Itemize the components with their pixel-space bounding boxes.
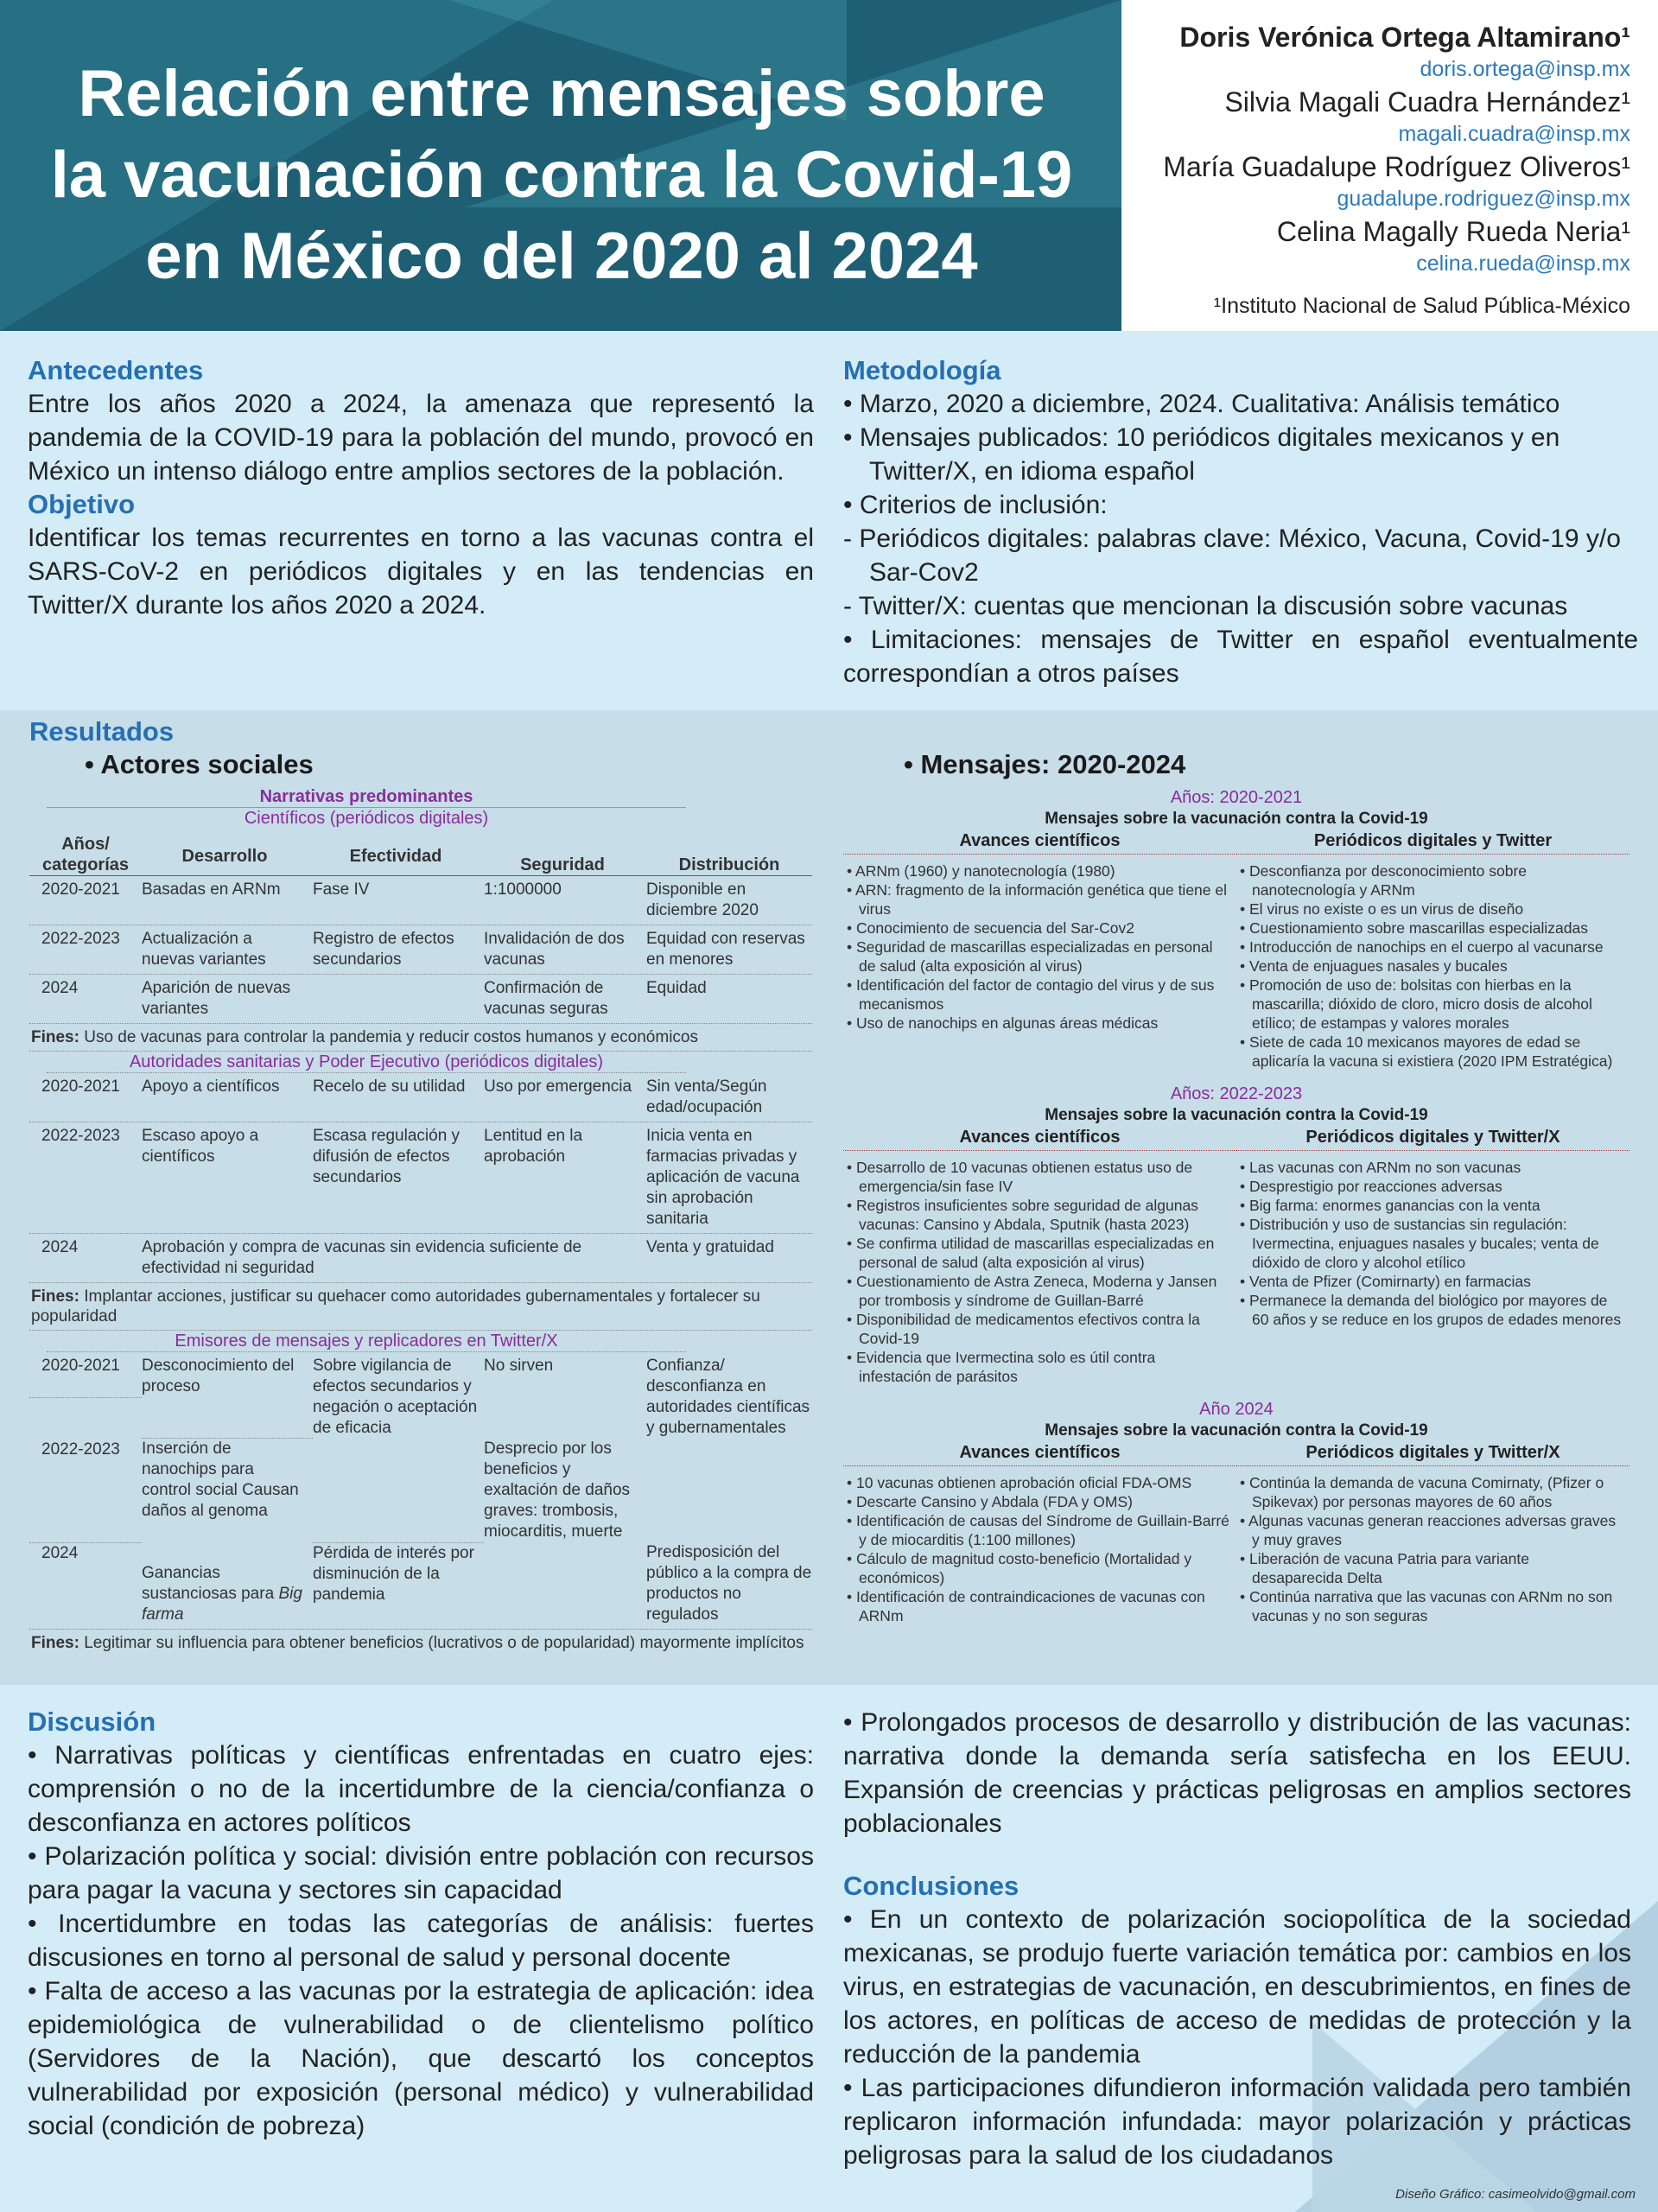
metodologia-item: - Twitter/X: cuentas que mencionan la discusión sobre vacunas [843, 592, 1568, 620]
list-item: • Promoción de uso de: bolsitas con hierbas en la mascarilla; dióxido de cloro, micro dosis de alcohol etílico; de estampas y valores morales [1240, 976, 1623, 1033]
big-farma-text: Big farma [142, 1585, 302, 1624]
list-item: • Identificación de causas del Síndrome de Guillain-Barré y de miocarditis (1:100 millones) [847, 1511, 1229, 1549]
metodologia-item: • Criterios de inclusión: [843, 491, 1108, 519]
list-item: • ARNm (1960) y nanotecnología (1980) [847, 861, 1229, 880]
discusion-item: • Narrativas políticas y científicas enfrentadas en cuatro ejes: comprensión o no de la incertidumbre de la ciencia/confianza o desconfianza en actores políticos [28, 1741, 814, 1837]
fines-label: Fines: [31, 1028, 79, 1046]
header-cell: Efectividad [349, 847, 442, 866]
author-name: Doris Verónica Ortega Altamirano¹ [1179, 22, 1630, 53]
message-columns [843, 1466, 1629, 1625]
list-item: • Seguridad de mascarillas especializadas en personal de salud (alta exposición al virus) [847, 938, 1229, 976]
author-list [1112, 19, 1630, 320]
list-item: • Big farma: enormes ganancias con la venta [1240, 1196, 1623, 1215]
header-cell: Distribución [678, 855, 780, 874]
table-row [29, 1397, 812, 1542]
author-name: Silvia Magali Cuadra Hernández¹ [1224, 86, 1630, 118]
author-email[interactable]: guadalupe.rodriguez@insp.mx [1337, 187, 1630, 211]
cell: No sirven [484, 1357, 554, 1375]
cell: Basadas en ARNm [142, 880, 281, 899]
cell: Actualización a nuevas variantes [142, 930, 266, 969]
list-item: • Desconfianza por desconocimiento sobre nanotecnología y ARNm [1240, 861, 1623, 899]
discusion-item: • Falta de acceso a las vacunas por la estrategia de aplicación: idea epidemiológica de vulnerabilidad o de clientelismo político (Servidores de la Nación), que descartó los conceptos vulnerabilidad por exposición (personal médico) y vulnerabilidad social (condición de pobreza) [28, 1977, 814, 2140]
cell: Fase IV [313, 880, 370, 899]
list-item: • Cuestionamiento sobre mascarillas especializadas [1240, 918, 1623, 938]
cell: 1:1000000 [484, 880, 562, 899]
cell [313, 1397, 484, 1542]
metodologia-item: - Periódicos digitales: palabras clave: México, Vacuna, Covid-19 y/o Sar-Cov2 [843, 524, 1621, 587]
mensajes-panel [843, 786, 1629, 1625]
cell: Aprobación y compra de vacunas sin evidencia suficiente de efectividad ni seguridad [142, 1238, 582, 1277]
cell: 2020-2021 [41, 880, 120, 899]
cell: Ganancias sustanciosas para [142, 1564, 275, 1603]
table-row [29, 1542, 812, 1630]
metodologia-section [843, 354, 1638, 690]
header-cell: Seguridad [520, 855, 605, 874]
header-cell: Años/ categorías [41, 835, 130, 874]
group-title: Emisores de mensajes y replicadores en Twitter/X [47, 1331, 686, 1352]
design-credit: Diseño Gráfico: casimeolvido@gmail.com [1395, 2187, 1636, 2202]
left-column-header: Avances científicos [843, 1441, 1236, 1466]
cell: Pérdida de interés por disminución de la pandemia [313, 1542, 484, 1625]
antecedentes-heading: Antecedentes [28, 355, 204, 385]
cell: Escaso apoyo a científicos [142, 1127, 259, 1166]
cell: Registro de efectos secundarios [313, 930, 454, 969]
header [0, 0, 1658, 331]
list-item: • Cálculo de magnitud costo-beneficio (Mortalidad y económicos) [847, 1549, 1229, 1587]
author-name: María Guadalupe Rodríguez Oliveros¹ [1163, 151, 1630, 182]
cell: Equidad con reservas en menores [646, 930, 805, 969]
mensajes-heading: • Mensajes: 2020-2024 [904, 749, 1186, 779]
column-headers [843, 1126, 1629, 1151]
metodologia-item: • Mensajes publicados: 10 periódicos digitales mexicanos y en Twitter/X, en idioma español [843, 423, 1560, 486]
cell: Sin venta/Según edad/ocupación [646, 1077, 767, 1116]
header-cell: Desarrollo [181, 847, 268, 866]
cell: Desconocimiento del proceso [142, 1356, 313, 1439]
cell: 2022-2023 [41, 930, 120, 948]
cell: Apoyo a científicos [142, 1077, 280, 1096]
cell: Aparición de nuevas variantes [142, 979, 291, 1018]
cell: 2022-2023 [29, 1397, 142, 1542]
discusion-item: • Polarización política y social: división entre población con recursos para pagar la vacuna y sectores sin capacidad [28, 1842, 814, 1904]
cell: Invalidación de dos vacunas [484, 930, 625, 969]
cell: Predisposición del público a la compra de productos no regulados [646, 1543, 812, 1624]
list-item: • Liberación de vacuna Patria para variante desaparecida Delta [1240, 1549, 1623, 1587]
cell: 2024 [41, 1238, 79, 1256]
block-title: Mensajes sobre la vacunación contra la Covid-19 [1045, 1421, 1428, 1440]
cell: Venta y gratuidad [646, 1238, 774, 1256]
left-column-header: Avances científicos [843, 1126, 1236, 1151]
intro-left-column [28, 354, 814, 622]
list-item: • Identificación del factor de contagio del virus y de sus mecanismos [847, 976, 1229, 1014]
right-column-header: Periódicos digitales y Twitter/X [1236, 1126, 1629, 1151]
discusion-heading: Discusión [28, 1707, 156, 1737]
cell: Disponible en diciembre 2020 [646, 880, 759, 919]
list-item: • Cuestionamiento de Astra Zeneca, Moderna y Jansen por trombosis y síndrome de Guillan-Barré [847, 1272, 1229, 1310]
metodologia-heading: Metodología [843, 355, 1001, 385]
table-row [29, 876, 812, 925]
cell: Lentitud en la aprobación [484, 1127, 583, 1166]
column-headers [843, 830, 1629, 855]
cell: 2020-2021 [41, 1357, 120, 1375]
list-item: • Permanece la demanda del biológico por mayores de 60 años y se reduce en los grupos de edades menores [1240, 1291, 1623, 1329]
table-row [29, 925, 812, 975]
fines-row [29, 1024, 812, 1052]
list-item: • Descarte Cansino y Abdala (FDA y OMS) [847, 1492, 1229, 1511]
cell: Uso por emergencia [484, 1077, 632, 1096]
table-row [29, 1234, 812, 1283]
list-item: • 10 vacunas obtienen aprobación oficial FDA-OMS [847, 1473, 1229, 1492]
cell: Confianza/ desconfianza en autoridades científicas y gubernamentales [646, 1357, 810, 1437]
title-line-2: la vacunación contra la Covid-19 [50, 138, 1073, 212]
cell: 2024 [41, 979, 79, 997]
table-row [29, 1122, 812, 1234]
list-item: • Distribución y uso de sustancias sin regulación: Ivermectina, enjuagues nasales y bucales; venta de dióxido de cloro y alcohol etílico [1240, 1215, 1623, 1272]
list-item: • Registros insuficientes sobre seguridad de algunas vacunas: Cansino y Abdala, Sputnik (hasta 2023) [847, 1196, 1229, 1234]
table-header-row [29, 834, 812, 876]
cell: Inserción de nanochips para control social Causan daños al genoma [142, 1440, 299, 1520]
institution: ¹Instituto Nacional de Salud Pública-México [1213, 294, 1630, 318]
list-item: • Continúa narrativa que las vacunas con ARNm no son vacunas y no son seguras [1240, 1587, 1623, 1625]
conclusiones-item: • En un contexto de polarización sociopolítica de la sociedad mexicanas, se produjo fuerte variación temática por: cambios en los virus, en estrategias de vacunación, en descubrimientos, en fines de los actores, en políticas de acceso de medidas de protección y la reducción de la pandemia [843, 1905, 1631, 2069]
author-name: Celina Magally Rueda Neria¹ [1276, 216, 1630, 247]
discusion-section [28, 1706, 814, 2143]
list-item: • Identificación de contraindicaciones de vacunas con ARNm [847, 1587, 1229, 1625]
cell [646, 1397, 812, 1542]
year-label: Años: 2022-2023 [1170, 1084, 1303, 1103]
title-line-3: en México del 2020 al 2024 [145, 219, 978, 293]
objetivo-heading: Objetivo [28, 489, 136, 519]
list-item: • Algunas vacunas generan reacciones adversas graves y muy graves [1240, 1511, 1623, 1549]
cell: Recelo de su utilidad [313, 1077, 466, 1096]
cell: Desprecio por los beneficios y exaltación de daños graves: trombosis, miocarditis, muerte [484, 1440, 631, 1541]
resultados-heading: Resultados [29, 716, 175, 747]
title-banner [0, 0, 1121, 331]
title-line-1: Relación entre mensajes sobre [78, 57, 1045, 130]
antecedentes-text: Entre los años 2020 a 2024, la amenaza que representó la pandemia de la COVID-19 para la población del mundo, provocó en México un intenso diálogo entre amplios sectores de la población. [28, 390, 814, 486]
right-column-header: Periódicos digitales y Twitter/X [1236, 1441, 1629, 1466]
left-column-header: Avances científicos [843, 830, 1236, 855]
fines-label: Fines: [31, 1287, 79, 1306]
block-title: Mensajes sobre la vacunación contra la Covid-19 [1045, 1106, 1428, 1124]
list-item: • Las vacunas con ARNm no son vacunas [1240, 1158, 1623, 1177]
fines-text: Implantar acciones, justificar su quehacer como autoridades gubernamentales y fortalecer su popularidad [31, 1287, 760, 1325]
list-item: • Evidencia que Ivermectina solo es útil contra infestación de parásitos [847, 1348, 1229, 1386]
cell: Equidad [646, 979, 707, 997]
right-column-header: Periódicos digitales y Twitter [1236, 830, 1629, 855]
narrativas-label: Narrativas predominantes [47, 786, 686, 808]
message-columns [843, 855, 1629, 1071]
conclusiones-heading: Conclusiones [843, 1871, 1020, 1901]
cell [484, 1542, 646, 1625]
cell: Escasa regulación y difusión de efectos secundarios [313, 1127, 461, 1186]
metodologia-item: • Limitaciones: mensajes de Twitter en español eventualmente correspondían a otros países [843, 626, 1638, 688]
fines-label: Fines: [31, 1634, 79, 1652]
message-columns [843, 1151, 1629, 1386]
list-item: • ARN: fragmento de la información genética que tiene el virus [847, 880, 1229, 918]
list-item: • Desprestigio por reacciones adversas [1240, 1177, 1623, 1196]
resultados-section [0, 710, 1658, 1685]
fines-row [29, 1630, 812, 1656]
cell: Inicia venta en farmacias privadas y aplicación de vacuna sin aprobación sanitaria [646, 1127, 800, 1228]
fines-row [29, 1283, 812, 1331]
discusion-item: • Prolongados procesos de desarrollo y distribución de las vacunas: narrativa donde la demanda sería satisfecha en los EEUU. Expansión de creencias y prácticas peligrosas en amplios sectores poblacionales [843, 1708, 1631, 1838]
fines-text: Uso de vacunas para controlar la pandemia y reducir costos humanos y económicos [84, 1028, 698, 1046]
list-item: • Continúa la demanda de vacuna Comirnaty, (Pfizer o Spikevax) por personas mayores de 60 años [1240, 1473, 1623, 1511]
list-item: • Venta de enjuagues nasales y bucales [1240, 957, 1623, 976]
group-title: Autoridades sanitarias y Poder Ejecutivo (periódicos digitales) [47, 1052, 686, 1073]
conclusiones-item: • Las participaciones difundieron información validada pero también replicaron información infundada: mayor polarización y prácticas peligrosas para la salud de los ciudadanos [843, 2074, 1631, 2170]
cell: Sobre vigilancia de efectos secundarios y negación o aceptación de eficacia [313, 1357, 478, 1437]
list-item: • Siete de cada 10 mexicanos mayores de edad se aplicaría la vacuna si existiera (2020 IPM Estratégica) [1240, 1033, 1623, 1071]
cell: 2024 [29, 1542, 142, 1625]
cell: 2020-2021 [41, 1077, 120, 1096]
right-bottom-column [843, 1706, 1631, 2172]
list-item: • Venta de Pfizer (Comirnarty) en farmacias [1240, 1272, 1623, 1291]
author-email[interactable]: magali.cuadra@insp.mx [1398, 122, 1630, 146]
discusion-item: • Incertidumbre en todas las categorías de análisis: fuertes discusiones en torno al personal de salud y personal docente [28, 1910, 814, 1972]
actores-table [29, 786, 812, 1656]
fines-text: Legitimar su influencia para obtener beneficios (lucrativos o de popularidad) mayormente implícitos [84, 1634, 804, 1652]
column-headers [843, 1441, 1629, 1466]
cell [313, 978, 484, 1020]
list-item: • Conocimiento de secuencia del Sar-Cov2 [847, 918, 1229, 938]
objetivo-text: Identificar los temas recurrentes en torno a las vacunas contra el SARS-CoV-2 en periódicos digitales y en las tendencias en Twitter/X durante los años 2020 a 2024. [28, 524, 814, 620]
list-item: • Introducción de nanochips en el cuerpo al vacunarse [1240, 938, 1623, 957]
block-title: Mensajes sobre la vacunación contra la Covid-19 [1045, 810, 1428, 828]
list-item: • Se confirma utilidad de mascarillas especializadas en personal de salud (alta exposición al virus) [847, 1234, 1229, 1272]
year-label: Año 2024 [1199, 1400, 1274, 1419]
poster-title [17, 54, 1106, 297]
list-item: • Desarrollo de 10 vacunas obtienen estatus uso de emergencia/sin fase IV [847, 1158, 1229, 1196]
list-item: • Uso de nanochips en algunas áreas médicas [847, 1014, 1229, 1033]
metodologia-item: • Marzo, 2020 a diciembre, 2024. Cualitativa: Análisis temático [843, 390, 1560, 418]
list-item: • El virus no existe o es un virus de diseño [1240, 899, 1623, 918]
author-email[interactable]: celina.rueda@insp.mx [1416, 251, 1630, 276]
list-item: • Disponibilidad de medicamentos efectivos contra la Covid-19 [847, 1310, 1229, 1348]
table-row [29, 975, 812, 1024]
actores-heading: • Actores sociales [85, 749, 314, 779]
author-email[interactable]: doris.ortega@insp.mx [1420, 57, 1630, 81]
cell: 2022-2023 [41, 1127, 120, 1145]
year-label: Años: 2020-2021 [1170, 788, 1303, 807]
group-title: Científicos (periódicos digitales) [244, 809, 489, 828]
cell: Confirmación de vacunas seguras [484, 979, 608, 1018]
table-row [29, 1073, 812, 1122]
